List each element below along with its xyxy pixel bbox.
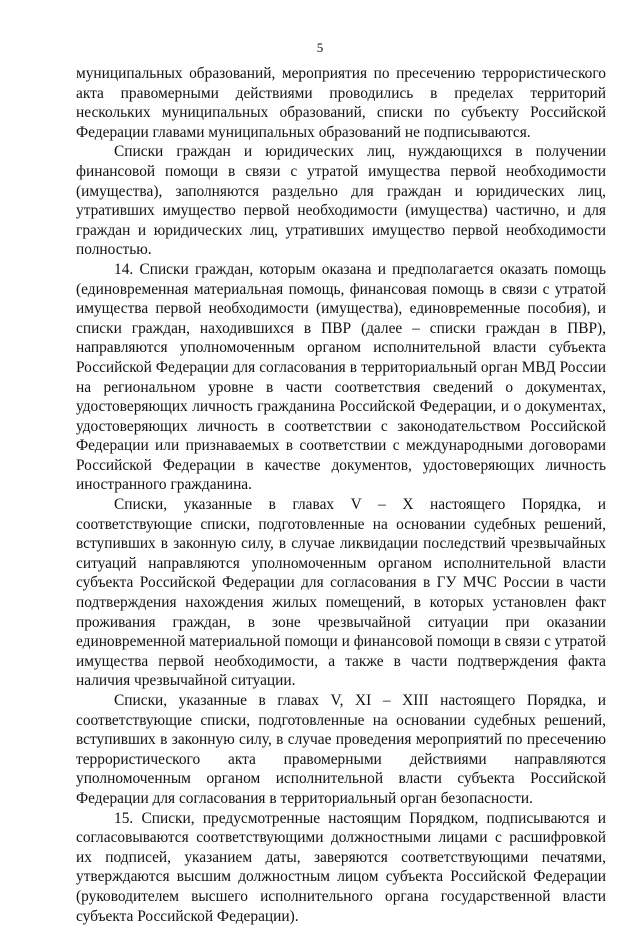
paragraph-item-14: 14. Списки граждан, которым оказана и предполагается оказать помощь (единовременная материальная помощь, финансовая помощь в связи с утратой имущества первой необходимости (имущества), единовременные пособия), и списки граждан, находившихся в ПВР (далее – списки граждан в ПВР), направляются уполномоченным органом исполнительной власти субъекта Российской Федерации для согласования в территориальный орган МВД России на региональном уровне в части соответствия сведений о документах, удостоверяющих личность гражданина Российской Федерации, и о документах, удостоверяющих личность в соответствии с законодательством Российской Федерации или признаваемых в соответствии с международными договорами Российской Федерации в качестве документов, удостоверяющих личность иностранного гражданина.: [76, 260, 606, 494]
paragraph-continuation: муниципальных образований, мероприятия по пресечению террористического акта правомерными действиями проводились в пределах территорий нескольких муниципальных образований, списки по субъекту Российской Федерации главами муниципальных образований не подписываются.: [76, 65, 606, 141]
paragraph-item-15: 15. Списки, предусмотренные настоящим Порядком, подписываются и согласовываются соответствующими должностными лицами с расшифровкой их подписей, указанием даты, заверяются соответствующими печатями, утверждаются высшим должностным лицом субъекта Российской Федерации (руководителем высшего исполнительного органа государственной власти субъекта Российской Федерации).: [76, 809, 606, 925]
page-number: 5: [316, 40, 324, 55]
paragraph-financial-aid-lists: Списки граждан и юридических лиц, нуждающихся в получении финансовой помощи в связи с утратой имущества первой необходимости (имущества), заполняются раздельно для граждан и юридических лиц, утративших имущество первой необходимости (имущества) частично, и для граждан и юридических лиц, утративших имущество первой необходимости полностью.: [76, 143, 606, 259]
paragraph-lists-chapters-v-xi-xiii: Списки, указанные в главах V, XI – XIII настоящего Порядка, и соответствующие списки, подготовленные на основании судебных решений, вступивших в законную силу, в случае проведения мероприятий по пресечению террористического акта правомерными действиями направляются уполномоченным органом исполнительной власти субъекта Российской Федерации для согласования в территориальный орган безопасности.: [76, 692, 606, 807]
document-body: [76, 64, 606, 926]
paragraph-lists-chapters-v-x: Списки, указанные в главах V – X настоящего Порядка, и соответствующие списки, подготовленные на основании судебных решений, вступивших в законную силу, в случае ликвидации последствий чрезвычайных ситуаций направляются уполномоченным органом исполнительной власти субъекта Российской Федерации для согласования в ГУ МЧС России в части подтверждения нахождения жилых помещений, в которых установлен факт проживания граждан, в зоне чрезвычайной ситуации при оказании единовременной материальной помощи и финансовой помощи в связи с утратой имущества первой необходимости, а также в части подтверждения факта наличия чрезвычайной ситуации.: [76, 496, 606, 690]
